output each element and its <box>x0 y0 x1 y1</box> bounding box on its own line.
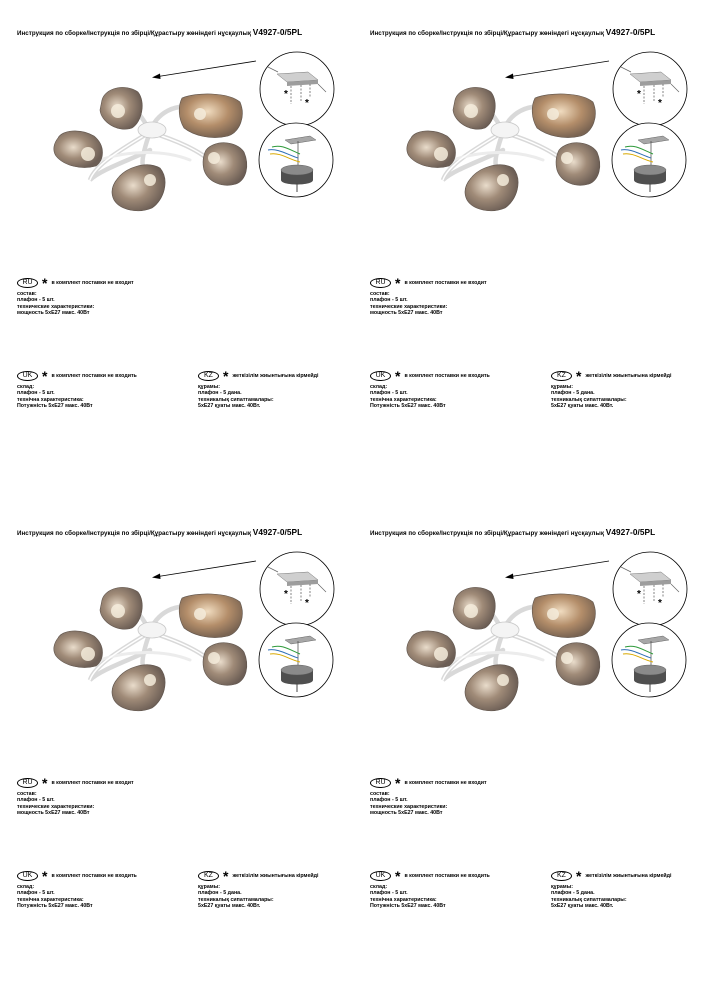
fixture-canopy <box>138 122 166 138</box>
uk-line: технічна характеристика: <box>370 896 437 903</box>
instruction-sheet <box>0 500 353 1000</box>
uk-line: склад: <box>370 884 388 890</box>
uk-line: Потужність 5хЕ27 макс. 40Вт <box>370 902 446 909</box>
glass-shade-top-right <box>532 594 595 638</box>
instruction-sheet <box>0 0 353 500</box>
uk-section <box>370 370 490 409</box>
fixture-illustration <box>0 0 353 260</box>
glass-shade-bottom <box>465 165 518 211</box>
uk-badge: UK <box>17 871 38 881</box>
pointer-arrow <box>508 561 609 577</box>
ru-line: мощность 5хЕ27 макс. 40Вт <box>370 809 443 816</box>
ru-line: состав: <box>370 291 390 297</box>
kz-note: жеткізілім жиынтығына кірмейді <box>585 372 672 379</box>
glass-shade-left <box>407 631 456 668</box>
kz-badge: KZ <box>198 371 219 381</box>
ru-note: в комплект поставки не входит <box>51 779 134 786</box>
glass-shade-bottom <box>112 665 165 711</box>
ru-section <box>370 277 487 316</box>
glass-shade-bottom <box>465 665 518 711</box>
star-icon: * <box>223 868 229 884</box>
uk-note: в комплект поставки не входить <box>404 372 490 379</box>
fixture-canopy <box>138 622 166 638</box>
title-text: Инструкция по сборке/Інструкція по збірці/Құрастыру жөніндегі нұсқаулық <box>370 530 604 537</box>
kz-note: жеткізілім жиынтығына кірмейді <box>232 872 319 879</box>
ru-note: в комплект поставки не входит <box>404 279 487 286</box>
uk-badge: UK <box>370 871 391 881</box>
star-icon: * <box>395 775 401 791</box>
instruction-sheet <box>353 0 706 500</box>
ru-line: состав: <box>17 291 37 297</box>
fixture-canopy <box>491 122 519 138</box>
ru-badge: RU <box>17 278 38 288</box>
glass-shade-right <box>203 643 247 686</box>
uk-note: в комплект поставки не входить <box>51 872 137 879</box>
ru-note: в комплект поставки не входит <box>51 279 134 286</box>
glass-shade-top-left <box>100 87 142 129</box>
glass-shade-right <box>556 143 600 186</box>
uk-line: плафон - 5 шт. <box>370 890 408 897</box>
uk-line: Потужність 5хЕ27 макс. 40Вт <box>17 402 93 409</box>
uk-line: плафон - 5 шт. <box>17 390 55 397</box>
glass-shade-top-right <box>179 594 242 638</box>
mounting-bar-detail <box>260 552 334 626</box>
star-icon: * <box>42 775 48 791</box>
star-icon: * <box>284 89 288 100</box>
ru-line: мощность 5хЕ27 макс. 40Вт <box>370 309 443 316</box>
uk-line: склад: <box>17 884 35 890</box>
mounting-bar-detail <box>613 552 687 626</box>
ru-section <box>17 277 134 316</box>
glass-shade-top-left <box>100 587 142 629</box>
uk-line: технічна характеристика: <box>370 396 437 403</box>
star-icon: * <box>658 98 662 109</box>
glass-shade-right <box>556 643 600 686</box>
arrow-head-icon <box>505 574 514 580</box>
wiring-detail <box>612 123 686 197</box>
star-icon: * <box>395 868 401 884</box>
model-code: V4927-0/5PL <box>252 527 303 537</box>
star-icon: * <box>637 89 641 100</box>
uk-note: в комплект поставки не входить <box>404 872 490 879</box>
kz-line: техникалық сипаттамалары: <box>198 896 274 903</box>
wiring-detail <box>612 623 686 697</box>
uk-section <box>17 870 137 909</box>
instruction-sheet <box>353 500 706 1000</box>
wiring-detail <box>259 623 333 697</box>
title-text: Инструкция по сборке/Інструкція по збірці/Құрастыру жөніндегі нұсқаулық <box>370 30 604 37</box>
uk-badge: UK <box>17 371 38 381</box>
kz-section <box>198 370 319 409</box>
kz-line: техникалық сипаттамалары: <box>551 896 627 903</box>
arrow-head-icon <box>152 574 161 580</box>
kz-line: плафон - 5 дана. <box>551 890 595 897</box>
fixture-illustration <box>353 0 706 260</box>
kz-line: құрамы: <box>551 884 573 890</box>
ru-badge: RU <box>370 278 391 288</box>
star-icon: * <box>223 368 229 384</box>
ru-line: состав: <box>370 791 390 797</box>
glass-shade-top-left <box>453 587 495 629</box>
star-icon: * <box>395 275 401 291</box>
kz-section <box>551 370 672 409</box>
ru-line: плафон - 5 шт. <box>17 797 55 804</box>
kz-section <box>551 870 672 909</box>
glass-shade-left <box>407 131 456 168</box>
ru-line: технические характеристики: <box>17 803 95 810</box>
uk-line: плафон - 5 шт. <box>370 390 408 397</box>
kz-note: жеткізілім жиынтығына кірмейді <box>232 372 319 379</box>
wiring-detail <box>259 123 333 197</box>
uk-line: технічна характеристика: <box>17 896 84 903</box>
uk-note: в комплект поставки не входить <box>51 372 137 379</box>
glass-shade-left <box>54 131 103 168</box>
model-code: V4927-0/5PL <box>252 27 303 37</box>
uk-line: Потужність 5хЕ27 макс. 40Вт <box>17 902 93 909</box>
pointer-arrow <box>155 61 256 77</box>
kz-badge: KZ <box>551 371 572 381</box>
pointer-arrow <box>508 61 609 77</box>
star-icon: * <box>637 589 641 600</box>
ru-line: мощность 5хЕ27 макс. 40Вт <box>17 309 90 316</box>
kz-badge: KZ <box>551 871 572 881</box>
kz-line: 5хЕ27 қуаты макс. 40Вт. <box>198 902 261 909</box>
ru-line: плафон - 5 шт. <box>370 797 408 804</box>
mounting-bar-detail <box>613 52 687 126</box>
ru-line: мощность 5хЕ27 макс. 40Вт <box>17 809 90 816</box>
fixture-illustration <box>0 500 353 760</box>
arrow-head-icon <box>152 74 161 80</box>
kz-line: 5хЕ27 қуаты макс. 40Вт. <box>198 402 261 409</box>
uk-line: плафон - 5 шт. <box>17 890 55 897</box>
glass-shade-left <box>54 631 103 668</box>
uk-line: склад: <box>17 384 35 390</box>
star-icon: * <box>576 368 582 384</box>
kz-line: плафон - 5 дана. <box>198 890 242 897</box>
pointer-arrow <box>155 561 256 577</box>
star-icon: * <box>284 589 288 600</box>
ru-line: технические характеристики: <box>17 303 95 310</box>
kz-line: 5хЕ27 қуаты макс. 40Вт. <box>551 902 614 909</box>
mounting-bar-detail <box>260 52 334 126</box>
kz-line: плафон - 5 дана. <box>551 390 595 397</box>
ru-badge: RU <box>17 778 38 788</box>
ru-line: плафон - 5 шт. <box>17 297 55 304</box>
ru-line: состав: <box>17 791 37 797</box>
fixture-canopy <box>491 622 519 638</box>
ru-section <box>370 777 487 816</box>
kz-badge: KZ <box>198 871 219 881</box>
glass-shade-top-right <box>532 94 595 138</box>
uk-section <box>17 370 137 409</box>
uk-line: Потужність 5хЕ27 макс. 40Вт <box>370 402 446 409</box>
glass-shade-right <box>203 143 247 186</box>
ru-badge: RU <box>370 778 391 788</box>
uk-line: технічна характеристика: <box>17 396 84 403</box>
kz-note: жеткізілім жиынтығына кірмейді <box>585 872 672 879</box>
model-code: V4927-0/5PL <box>605 527 656 537</box>
glass-shade-bottom <box>112 165 165 211</box>
kz-line: құрамы: <box>198 384 220 390</box>
glass-shade-top-left <box>453 87 495 129</box>
uk-badge: UK <box>370 371 391 381</box>
kz-section <box>198 870 319 909</box>
ru-line: технические характеристики: <box>370 303 448 310</box>
star-icon: * <box>305 98 309 109</box>
kz-line: 5хЕ27 қуаты макс. 40Вт. <box>551 402 614 409</box>
ru-note: в комплект поставки не входит <box>404 779 487 786</box>
kz-line: техникалық сипаттамалары: <box>551 396 627 403</box>
star-icon: * <box>658 598 662 609</box>
ru-line: плафон - 5 шт. <box>370 297 408 304</box>
star-icon: * <box>576 868 582 884</box>
star-icon: * <box>395 368 401 384</box>
star-icon: * <box>42 868 48 884</box>
fixture-illustration <box>353 500 706 760</box>
title-text: Инструкция по сборке/Інструкція по збірці/Құрастыру жөніндегі нұсқаулық <box>17 30 251 37</box>
uk-section <box>370 870 490 909</box>
glass-shade-top-right <box>179 94 242 138</box>
ru-section <box>17 777 134 816</box>
title-text: Инструкция по сборке/Інструкція по збірці/Құрастыру жөніндегі нұсқаулық <box>17 530 251 537</box>
star-icon: * <box>305 598 309 609</box>
kz-line: техникалық сипаттамалары: <box>198 396 274 403</box>
kz-line: құрамы: <box>551 384 573 390</box>
kz-line: плафон - 5 дана. <box>198 390 242 397</box>
model-code: V4927-0/5PL <box>605 27 656 37</box>
star-icon: * <box>42 275 48 291</box>
arrow-head-icon <box>505 74 514 80</box>
star-icon: * <box>42 368 48 384</box>
uk-line: склад: <box>370 384 388 390</box>
kz-line: құрамы: <box>198 884 220 890</box>
ru-line: технические характеристики: <box>370 803 448 810</box>
